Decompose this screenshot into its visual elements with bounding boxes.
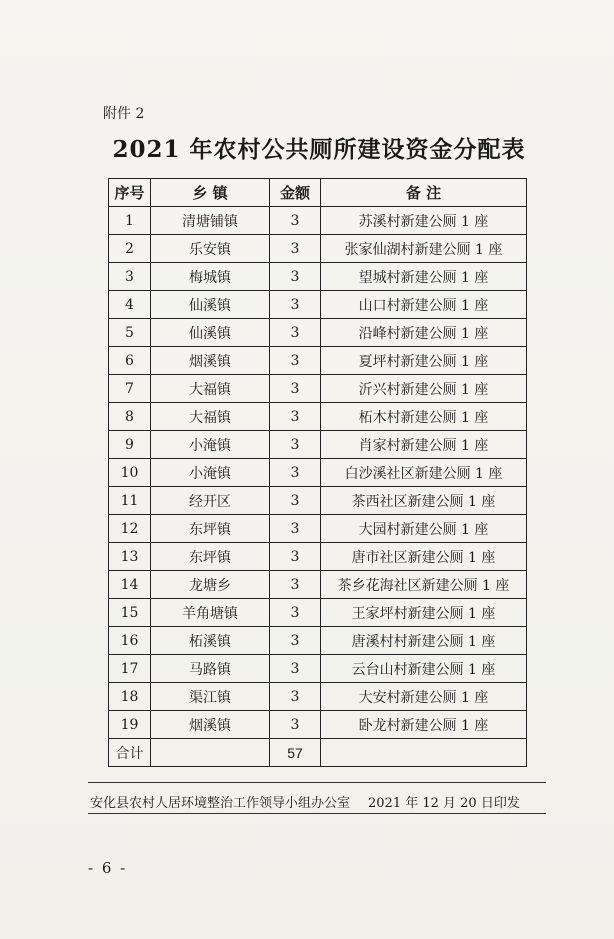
row-amount: 3 [270,711,321,739]
row-remarks: 云台山村新建公厕 1 座 [321,655,527,683]
total-label: 合计 [109,739,151,767]
row-township: 渠江镇 [151,683,270,711]
table-row [109,431,527,459]
row-remarks: 山口村新建公厕 1 座 [321,291,527,319]
row-remarks: 张家仙湖村新建公厕 1 座 [321,235,527,263]
table-row [109,683,527,711]
row-township: 清塘铺镇 [151,207,270,235]
row-township: 烟溪镇 [151,347,270,375]
row-amount: 3 [270,627,321,655]
table-row [109,515,527,543]
table-row [109,235,527,263]
footer-organization: 安化县农村人居环境整治工作领导小组办公室 [90,796,351,811]
row-remarks: 肖家村新建公厕 1 座 [321,431,527,459]
table-row [109,627,527,655]
row-township: 大福镇 [151,403,270,431]
row-remarks: 茶乡花海社区新建公厕 1 座 [321,571,527,599]
table-row [109,263,527,291]
page-number: - 6 - [88,859,128,877]
row-township: 龙塘乡 [151,571,270,599]
row-index: 7 [109,375,151,403]
row-remarks: 卧龙村新建公厕 1 座 [321,711,527,739]
attachment-label: 附件 2 [103,106,145,122]
row-amount: 3 [270,683,321,711]
table-row [109,711,527,739]
table-row [109,571,527,599]
row-amount: 3 [270,403,321,431]
row-remarks: 柘木村新建公厕 1 座 [321,403,527,431]
row-township: 烟溪镇 [151,711,270,739]
row-amount: 3 [270,487,321,515]
header-index: 序号 [109,179,151,207]
row-remarks: 大安村新建公厕 1 座 [321,683,527,711]
row-remarks: 唐市社区新建公厕 1 座 [321,543,527,571]
header-remarks: 备 注 [321,179,527,207]
row-index: 13 [109,543,151,571]
row-amount: 3 [270,431,321,459]
row-index: 15 [109,599,151,627]
row-township: 小淹镇 [151,431,270,459]
page-title: 2021 年农村公共厕所建设资金分配表 [112,136,526,163]
row-township: 柘溪镇 [151,627,270,655]
row-township: 东坪镇 [151,515,270,543]
row-index: 18 [109,683,151,711]
row-amount: 3 [270,347,321,375]
row-amount: 3 [270,599,321,627]
row-index: 11 [109,487,151,515]
table-row [109,599,527,627]
footer-bottom-rule [88,813,546,814]
footer-date: 2021 年 12 月 20 日印发 [368,796,520,811]
row-amount: 3 [270,515,321,543]
header-amount: 金额 [270,179,321,207]
row-township: 经开区 [151,487,270,515]
row-township: 羊角塘镇 [151,599,270,627]
row-township: 仙溪镇 [151,319,270,347]
row-remarks: 夏坪村新建公厕 1 座 [321,347,527,375]
row-remarks: 白沙溪社区新建公厕 1 座 [321,459,527,487]
table-row [109,291,527,319]
table-row [109,459,527,487]
row-amount: 3 [270,319,321,347]
total-value: 57 [270,739,321,767]
row-amount: 3 [270,235,321,263]
table-row [109,403,527,431]
row-index: 14 [109,571,151,599]
row-township: 乐安镇 [151,235,270,263]
row-township: 梅城镇 [151,263,270,291]
row-amount: 3 [270,263,321,291]
row-index: 4 [109,291,151,319]
row-index: 2 [109,235,151,263]
row-remarks: 王家坪村新建公厕 1 座 [321,599,527,627]
row-township: 大福镇 [151,375,270,403]
row-amount: 3 [270,207,321,235]
row-index: 5 [109,319,151,347]
row-amount: 3 [270,571,321,599]
row-remarks: 沿峰村新建公厕 1 座 [321,319,527,347]
row-index: 9 [109,431,151,459]
total-empty-cell [151,739,270,767]
row-remarks: 茶西社区新建公厕 1 座 [321,487,527,515]
row-index: 17 [109,655,151,683]
table-body [109,207,527,739]
table-row [109,347,527,375]
row-index: 16 [109,627,151,655]
row-amount: 3 [270,291,321,319]
row-township: 仙溪镇 [151,291,270,319]
row-township: 马路镇 [151,655,270,683]
row-index: 3 [109,263,151,291]
row-index: 8 [109,403,151,431]
row-remarks: 大园村新建公厕 1 座 [321,515,527,543]
total-empty-cell [321,739,527,767]
row-remarks: 苏溪村新建公厕 1 座 [321,207,527,235]
header-township: 乡 镇 [151,179,270,207]
row-amount: 3 [270,375,321,403]
row-township: 小淹镇 [151,459,270,487]
table-row [109,207,527,235]
table-row [109,319,527,347]
table-row [109,375,527,403]
row-index: 12 [109,515,151,543]
row-index: 1 [109,207,151,235]
row-remarks: 沂兴村新建公厕 1 座 [321,375,527,403]
table-header-row [109,179,527,207]
row-index: 6 [109,347,151,375]
row-amount: 3 [270,459,321,487]
table-row [109,655,527,683]
row-township: 东坪镇 [151,543,270,571]
row-amount: 3 [270,655,321,683]
row-amount: 3 [270,543,321,571]
row-remarks: 唐溪村村新建公厕 1 座 [321,627,527,655]
row-index: 19 [109,711,151,739]
allocation-table [108,178,527,767]
table-row [109,487,527,515]
row-index: 10 [109,459,151,487]
footer-top-rule [88,782,546,783]
row-remarks: 望城村新建公厕 1 座 [321,263,527,291]
total-row [109,739,527,767]
table-row [109,543,527,571]
